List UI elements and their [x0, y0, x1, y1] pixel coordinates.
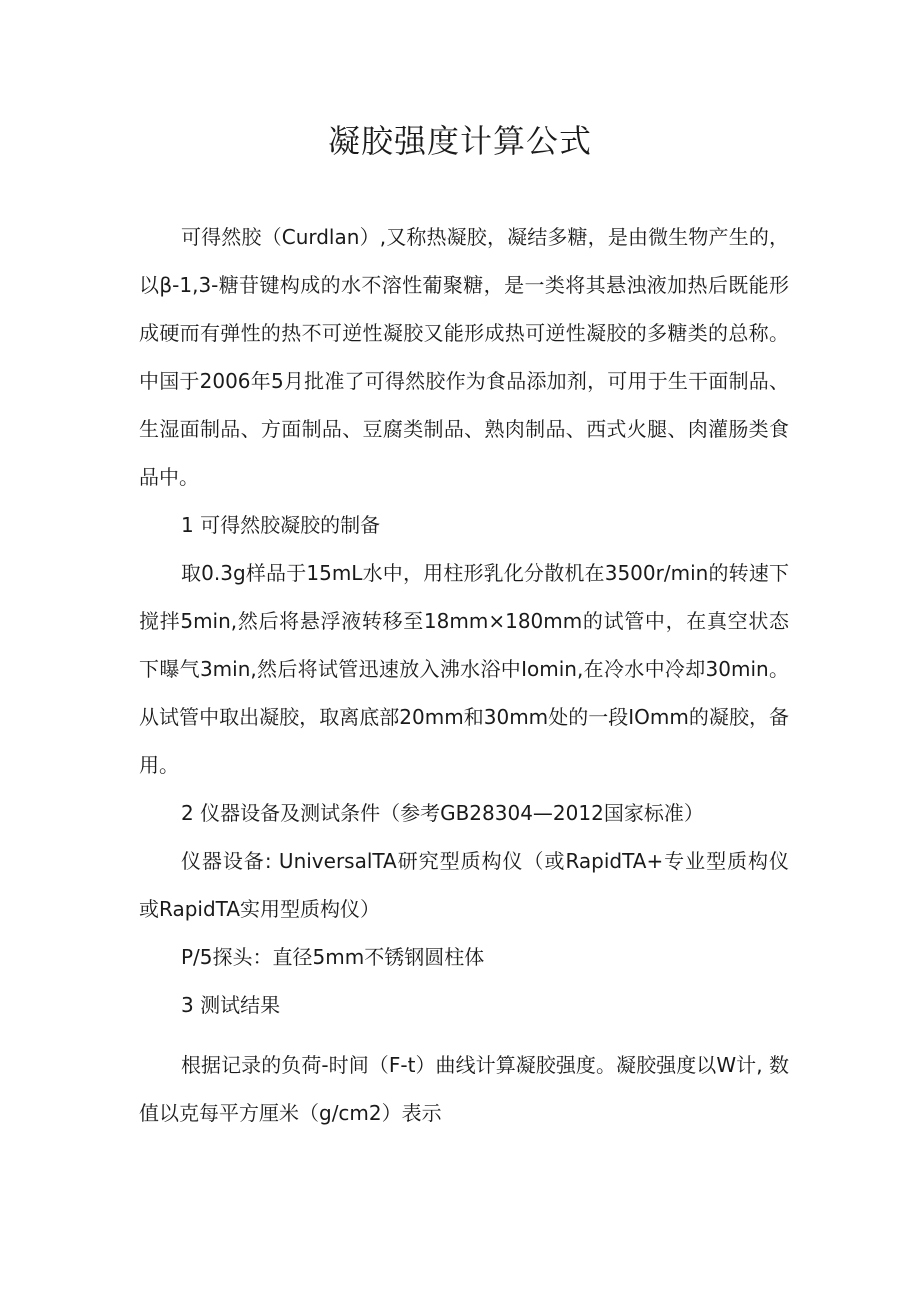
- section-heading-preparation: 1 可得然胶凝胶的制备: [181, 513, 381, 537]
- document-title: 凝胶强度计算公式: [327, 122, 592, 160]
- section-heading-instruments: 2 仪器设备及测试条件（参考GB28304—2012国家标准）: [181, 801, 704, 825]
- results-paragraph: 根据记录的负荷-时间（F-t）曲线计算凝胶强度。凝胶强度以W计, 数值以克每平方厘米（g/cm2）表示: [139, 1053, 789, 1125]
- probe-paragraph: P/5探头：直径5mm不锈钢圆柱体: [181, 945, 485, 969]
- intro-paragraph: 可得然胶（Curdlan）,又称热凝胶，凝结多糖，是由微生物产生的，以β-1,3-糖苷键构成的水不溶性葡聚糖，是一类将其悬浊液加热后既能形成硬而有弹性的热不可逆性凝胶又能形成热可逆性凝胶的多糖类的总称。中国于2006年5月批准了可得然胶作为食品添加剂，可用于生干面制品、生湿面制品、方面制品、豆腐类制品、熟肉制品、西式火腿、肉灌肠类食品中。: [139, 225, 789, 489]
- section-heading-results: 3 测试结果: [181, 993, 281, 1017]
- instrument-paragraph: 仪器设备: UniversalTA研究型质构仪（或RapidTA+专业型质构仪或RapidTA实用型质构仪）: [139, 849, 789, 921]
- document-body: [139, 213, 789, 1137]
- preparation-paragraph: 取0.3g样品于15mL水中，用柱形乳化分散机在3500r/min的转速下搅拌5min,然后将悬浮液转移至18mm×180mm的试管中，在真空状态下曝气3min,然后将试管迅速放入沸水浴中Iomin,在冷水中冷却30min。从试管中取出凝胶，取离底部20mm和30mm处的一段IOmm的凝胶，备用。: [139, 561, 789, 777]
